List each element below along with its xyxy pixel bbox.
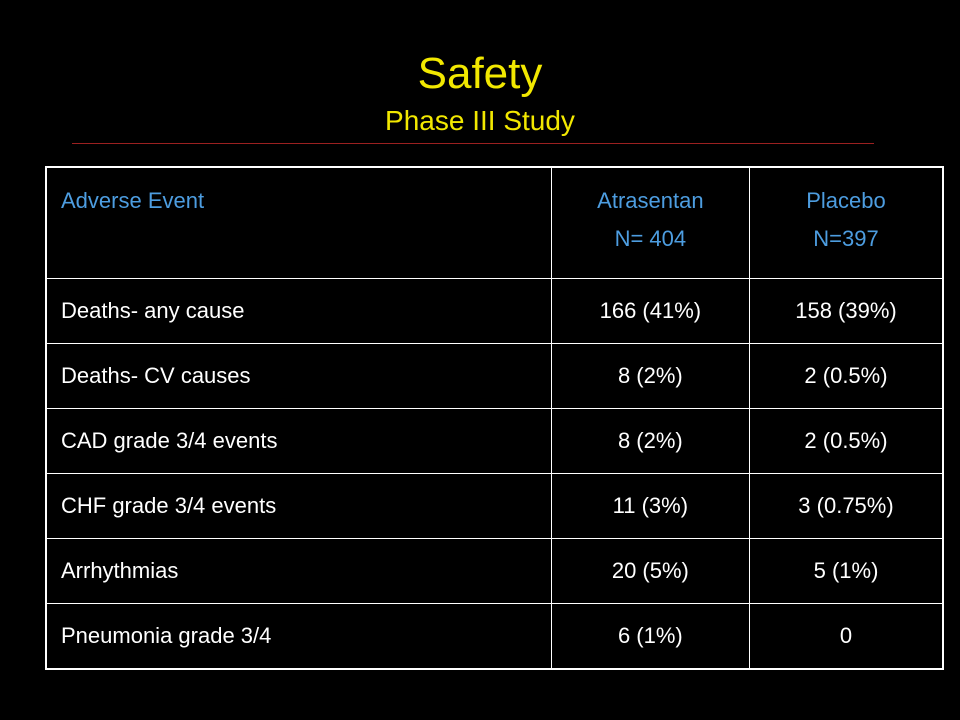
atrasentan-cell: 6 (1%) [551,604,749,670]
table-row [46,409,943,474]
atrasentan-cell: 8 (2%) [551,409,749,474]
atrasentan-cell: 11 (3%) [551,474,749,539]
event-cell: Arrhythmias [46,539,551,604]
placebo-cell: 2 (0.5%) [749,409,943,474]
header-atrasentan-label: Atrasentan [597,188,704,213]
header-placebo-label: Placebo [806,188,886,213]
placebo-cell: 5 (1%) [749,539,943,604]
placebo-cell: 158 (39%) [749,279,943,344]
header-adverse-event [46,167,551,279]
table-row [46,344,943,409]
table-row [46,604,943,670]
atrasentan-cell: 8 (2%) [551,344,749,409]
header-atrasentan-n: N= 404 [614,226,687,251]
placebo-cell: 2 (0.5%) [749,344,943,409]
header-adverse-event-label: Adverse Event [61,188,205,213]
atrasentan-cell: 20 (5%) [551,539,749,604]
header-atrasentan [551,167,749,279]
slide-title: Safety [417,49,543,98]
event-cell: Deaths- any cause [46,279,551,344]
event-cell: Deaths- CV causes [46,344,551,409]
table-row [46,279,943,344]
event-cell: CAD grade 3/4 events [46,409,551,474]
placebo-cell: 3 (0.75%) [749,474,943,539]
header-placebo [749,167,943,279]
title-divider [72,143,874,144]
slide-subtitle: Phase III Study [385,105,575,136]
adverse-events-table [45,166,944,670]
event-cell: CHF grade 3/4 events [46,474,551,539]
table-row [46,474,943,539]
header-placebo-n: N=397 [813,226,879,251]
table-row [46,539,943,604]
event-cell: Pneumonia grade 3/4 [46,604,551,670]
atrasentan-cell: 166 (41%) [551,279,749,344]
placebo-cell: 0 [749,604,943,670]
table-header-row [46,167,943,279]
